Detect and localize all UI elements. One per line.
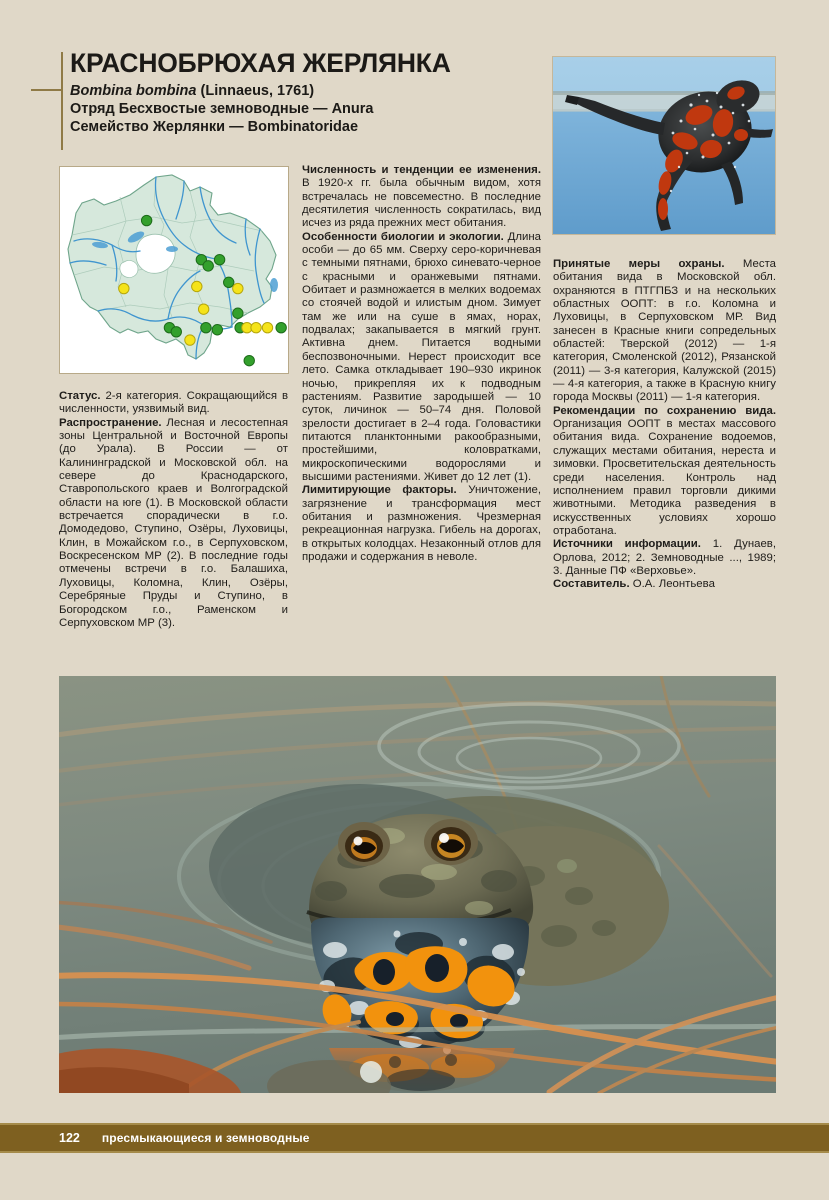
title-block [70, 50, 540, 136]
taxon-family-line: Семейство Жерлянки — Bombinatoridae [70, 119, 359, 136]
biology-text: Длина особи — до 65 мм. Сверху серо-коричневая с темными пятнами, брюхо синевато-черное с красными и оранжевыми пятнами. Обитает и размножается в мелких водоемах со стоячей водой и илистым дном. Зимует там же или на суше в ямах, норах, подвалах; закапывается в мягкий грунт. Активна днем. Питается водными беспозвоночными. Нерест происходит все лето. Самка откладывает 190–930 икринок ночью, прикрепляя их к подводным растениям. Развитие зародышей — 10 суток, личинок — 50–74 дня. Половой зрелости достигает в 2–4 года. Головастики питаются планктонными ракообразными, простейшими, коловратками, микроскопическими водорослями и высшими растениями. Живет до 12 лет (1). [302, 230, 541, 483]
latin-authority: (Linnaeus, 1761) [200, 82, 315, 99]
map-point [244, 355, 254, 365]
column-right [553, 258, 776, 592]
distribution-label: Распространение. [59, 416, 162, 429]
measures-label: Принятые меры охраны. [553, 258, 725, 270]
distribution-text: Лесная и лесостепная зоны Центральной и Восточной Европы (до Урала). В России — от Калининградской и Московской обл. на севере до Краснодарского, Ставропольского краев и Волгоградской области на юге (1). В Московской области встречается спорадически в г.о. Домодедово, Ступино, Озёры, Луховицы, Клин, в Можайском г.о., в Серпуховском, Воскресенском МР (2). В последние годы отмечены встречи в г.о. Балашиха, Луховицы, Коломна, Клин, Озёры, Серебряные Пруды и Ступино, в Богородском г.о., Раменском и Серпуховском МР (3). [59, 416, 288, 629]
footer-page-number: 122 [59, 1131, 80, 1145]
map-point [233, 283, 243, 293]
map-point [262, 322, 272, 332]
limiting-factors-label: Лимитирующие факторы. [302, 484, 457, 497]
header-vertical-rule [61, 52, 63, 150]
measures-paragraph [553, 258, 776, 405]
column-left [59, 390, 288, 630]
limiting-factors-paragraph [302, 484, 541, 564]
page-title: КРАСНОБРЮХАЯ ЖЕРЛЯНКА [70, 48, 451, 78]
abundance-label: Численность и тенденции ее изменения. [302, 164, 541, 176]
limiting-factors-text: Уничтожение, загрязнение и трансформация мест обитания и размножения. Чрезмерная рекреационная нагрузка. Гибель на дорогах, в открытых колодцах. Незаконный отлов для продажи и содержания в неволе. [302, 484, 541, 563]
species-photo-swimming [553, 57, 775, 234]
map-point [251, 322, 261, 332]
taxon-order-line: Отряд Бесхвостые земноводные — Anura [70, 100, 374, 117]
abundance-text: В 1920-х гг. была обычным видом, хотя встречалась не повсеместно. В последние десятилетия численность сократилась, вид исчез из ряда прежних мест обитания. [302, 177, 541, 230]
map-point [233, 308, 243, 318]
swimming-toad-illustration [553, 57, 775, 234]
map-point [192, 281, 202, 291]
compiler-label: Составитель. [553, 578, 630, 591]
species-photo-calling [59, 676, 776, 1093]
sources-paragraph [553, 538, 776, 578]
calling-toad-illustration [59, 676, 776, 1093]
map-point [212, 325, 222, 335]
status-paragraph [59, 390, 288, 417]
latin-binomial: Bombina bombina [70, 82, 197, 99]
map-point [276, 322, 286, 332]
map-point [203, 261, 213, 271]
map-point [185, 335, 195, 345]
distribution-map [59, 166, 289, 374]
status-text: 2-я категория. Сокращающийся в численности, уязвимый вид. [59, 390, 288, 416]
map-point [171, 327, 181, 337]
map-point [201, 322, 211, 332]
moscow-region-map [60, 167, 288, 373]
left-eye [338, 822, 390, 866]
column-middle [302, 164, 541, 564]
page-footer [0, 1123, 829, 1153]
map-point [214, 255, 224, 265]
compiler-text: О.А. Леонтьева [629, 578, 715, 591]
abundance-paragraph [302, 164, 541, 231]
sources-label: Источники информации. [553, 538, 701, 551]
right-eye [424, 819, 478, 865]
latin-name-line [70, 82, 540, 100]
biology-paragraph [302, 231, 541, 485]
recommendations-label: Рекомендации по сохранению вида. [553, 404, 776, 417]
distribution-paragraph [59, 417, 288, 631]
biology-label: Особенности биологии и экологии. [302, 230, 504, 243]
measures-text: Места обитания вида в Московской обл. охраняются в ПТГПБЗ и на нескольких областных ООПТ: в г.о. Коломна и Луховицы, в Серпуховском МР. Вид занесен в Красные книги сопредельных областей: Тверской (2012) — 1-я категория, Смоленской (2012), Рязанской (2011) — 3-я категория, Калужской (2015) — 4-я категория, а также в Красную книгу города Москвы (2011) — 1-я категория. [553, 258, 776, 404]
header-horizontal-rule [31, 89, 62, 91]
map-point [119, 283, 129, 293]
footer-section-label: пресмыкающиеся и земноводные [101, 1131, 310, 1145]
map-point [198, 304, 208, 314]
recommendations-paragraph [553, 405, 776, 538]
map-point [141, 215, 151, 225]
map-point [224, 277, 234, 287]
recommendations-text: Организация ООПТ в местах массового обитания вида. Сохранение водоемов, служащих местами обитания, нереста и зимовки. Просветительская деятельность среди населения. Контроль над исполнением правил торговли дикими животными. Методика разведения в искусственных условиях хорошо отработана. [553, 418, 776, 537]
sources-text: 1. Дунаев, Орлова, 2012; 2. Земноводные ..., 1989; 3. Данные ПФ «Верховье». [553, 538, 776, 577]
compiler-paragraph [553, 578, 776, 591]
status-label: Статус. [59, 390, 101, 402]
